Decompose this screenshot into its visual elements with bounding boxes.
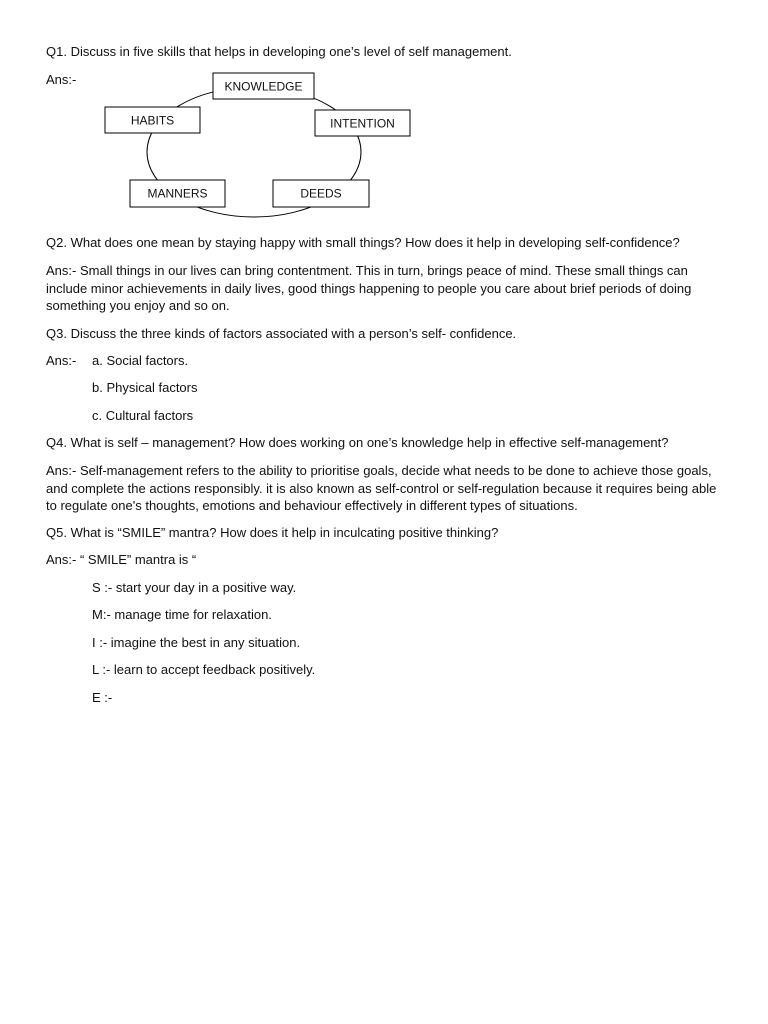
svg-text:KNOWLEDGE: KNOWLEDGE — [224, 79, 303, 94]
q2-question: Q2. What does one mean by staying happy with small things? How does it help in developing self-confidence? — [46, 235, 680, 250]
q1-answer-label: Ans:- — [46, 72, 77, 87]
q2-answer: Ans:- Small things in our lives can bring contentment. This in turn, brings peace of mind. These small things can include minor achievements in daily lives, good things happening to people you care about brief periods of doing something you enjoy and so on. — [46, 263, 692, 313]
node-intention — [315, 110, 410, 136]
q4-answer: Ans:- Self-management refers to the ability to prioritise goals, decide what needs to be done to achieve those goals, and complete the actions responsibly. it is also known as self-control or self-regulation because it requires being able to regulate one's thoughts, emotions and behaviour effectively in different types of situations. — [46, 463, 717, 513]
q5-answer-intro: Ans:- “ SMILE” mantra is “ — [46, 552, 197, 567]
smile-item: E :- — [92, 690, 113, 705]
smile-item: S :- start your day in a positive way. — [92, 580, 297, 595]
q1-question: Q1. Discuss in five skills that helps in developing one’s level of self management. — [46, 44, 512, 59]
skills-cycle-diagram — [0, 0, 768, 240]
svg-text:MANNERS: MANNERS — [147, 186, 208, 201]
q5-question: Q5. What is “SMILE” mantra? How does it help in inculcating positive thinking? — [46, 525, 499, 540]
q3-question: Q3. Discuss the three kinds of factors associated with a person’s self- confidence. — [46, 326, 517, 341]
svg-text:HABITS: HABITS — [130, 113, 175, 128]
node-habits — [105, 107, 200, 133]
smile-item: L :- learn to accept feedback positively. — [92, 662, 316, 677]
q4-question: Q4. What is self – management? How does working on one’s knowledge help in effective self-management? — [46, 435, 669, 450]
node-manners — [130, 180, 225, 207]
node-knowledge — [213, 73, 314, 99]
smile-item: M:- manage time for relaxation. — [92, 607, 272, 622]
q3-answer-label: Ans:- — [46, 353, 77, 368]
q3-item: c. Cultural factors — [92, 408, 194, 423]
svg-text:DEEDS: DEEDS — [300, 186, 342, 201]
node-deeds — [273, 180, 369, 207]
q3-item: b. Physical factors — [92, 380, 198, 395]
svg-text:INTENTION: INTENTION — [330, 116, 395, 131]
q3-item: a. Social factors. — [92, 353, 189, 368]
smile-item: I :- imagine the best in any situation. — [92, 635, 301, 650]
